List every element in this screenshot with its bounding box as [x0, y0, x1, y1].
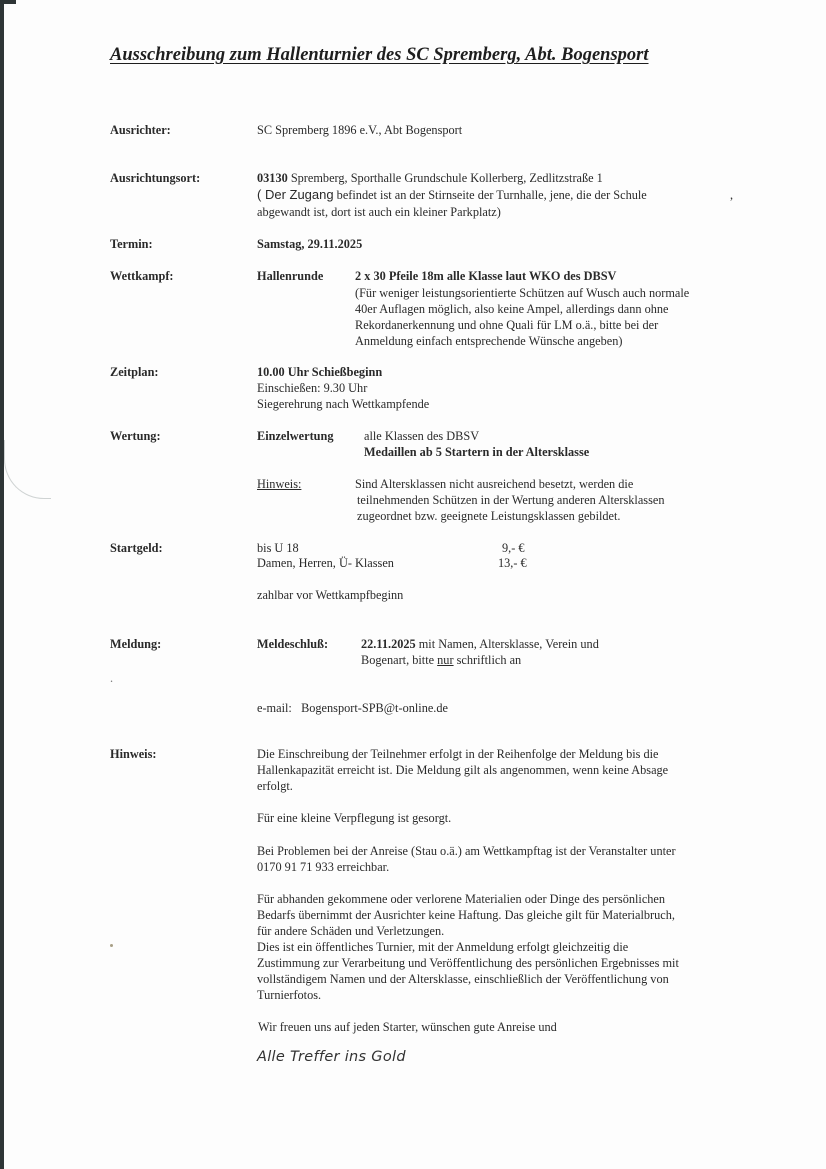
wertung-hinweis-label: Hinweis:: [257, 477, 302, 491]
scan-speck: [110, 944, 113, 947]
value-termin: Samstag, 29.11.2025: [257, 237, 363, 251]
label-termin: Termin:: [110, 237, 153, 251]
wettkampf-note: 40er Auflagen möglich, also keine Ampel, allerdings dann ohne: [355, 302, 669, 316]
closing-line: Wir freuen uns auf jeden Starter, wünschen gute Anreise und: [258, 1020, 557, 1034]
hinweis-p4-line: für andere Schäden und Verletzungen.: [257, 924, 445, 938]
stray-dot: .: [110, 671, 114, 685]
scan-artifact: [4, 440, 51, 499]
wertung-classes: alle Klassen des DBSV: [364, 429, 480, 443]
hinweis-p4-line: Bedarfs übernimmt der Ausrichter keine Haftung. Das gleiche gilt für Materialbruch,: [257, 908, 675, 922]
email-address[interactable]: Bogensport-SPB@t-online.de: [301, 701, 448, 715]
label-ausrichter: Ausrichter:: [110, 123, 171, 137]
wettkampf-headline: 2 x 30 Pfeile 18m alle Klasse laut WKO des DBSV: [355, 269, 617, 283]
label-wettkampf: Wettkampf:: [110, 269, 174, 283]
ort-zugang: Der Zugang: [264, 187, 334, 202]
hinweis-p4-line: Für abhanden gekommene oder verlorene Materialien oder Dinge des persönlichen: [257, 892, 666, 906]
ort-line-2: ( Der Zugang befindet ist an der Stirnseite der Turnhalle, jene, die der Schule: [257, 187, 647, 202]
startgeld-payment: zahlbar vor Wettkampfbeginn: [257, 588, 404, 602]
zeitplan-start: 10.00 Uhr Schießbeginn: [257, 365, 383, 379]
meldung-nur: nur: [437, 653, 454, 667]
ort-plz: 03130: [257, 171, 288, 185]
hinweis-p1-line: Die Einschreibung der Teilnehmer erfolgt in der Reihenfolge der Meldung bis die: [257, 747, 659, 761]
wertung-type: Einzelwertung: [257, 429, 334, 443]
wertung-medals: Medaillen ab 5 Startern in der Altersklasse: [364, 445, 590, 459]
meldung-line-2: Bogenart, bitte nur schriftlich an: [361, 653, 522, 667]
meldung-deadline-label: Meldeschluß:: [257, 637, 329, 651]
ort-address: Spremberg, Sporthalle Grundschule Kollerberg, Zedlitzstraße 1: [287, 171, 603, 185]
scan-edge-top: [0, 0, 16, 4]
ort-line-1: [257, 170, 603, 187]
zeitplan-einschiessen: Einschießen: 9.30 Uhr: [257, 381, 368, 395]
label-ausrichtungsort: Ausrichtungsort:: [110, 171, 201, 185]
hinweis-p4-line: Zustimmung zur Verarbeitung und Veröffentlichung des persönlichen Ergebnisses mit: [257, 956, 679, 970]
scan-edge: [0, 0, 4, 1169]
label-startgeld: Startgeld:: [110, 541, 163, 555]
hinweis-p1-line: Hallenkapazität erreicht ist. Die Meldung gilt als angenommen, wenn keine Absage: [257, 763, 669, 777]
label-hinweis: Hinweis:: [110, 747, 157, 761]
hinweis-p1-line: erfolgt.: [257, 779, 293, 793]
wertung-hinweis-line: Sind Altersklassen nicht ausreichend besetzt, werden die: [355, 477, 634, 491]
signature-text: Alle Treffer ins Gold: [257, 1049, 406, 1065]
label-zeitplan: Zeitplan:: [110, 365, 159, 379]
hinweis-p4-line: Turnierfotos.: [257, 988, 322, 1002]
hinweis-p3-line: 0170 91 71 933 erreichbar.: [257, 860, 390, 874]
startgeld-price: 13,- €: [498, 556, 527, 570]
value-ausrichter: SC Spremberg 1896 e.V., Abt Bogensport: [257, 123, 463, 137]
wettkampf-note: Rekordanerkennung und ohne Quali für LM o.ä., bitte bei der: [355, 318, 659, 332]
meldung-deadline-date: 22.11.2025: [361, 637, 416, 651]
hinweis-p2: Für eine kleine Verpflegung ist gesorgt.: [257, 811, 452, 825]
zeitplan-siegerehrung: Siegerehrung nach Wettkampfende: [257, 397, 430, 411]
wertung-hinweis-line: zugeordnet bzw. geeignete Leistungsklassen gebildet.: [357, 509, 621, 523]
startgeld-group: bis U 18: [257, 541, 299, 555]
wettkampf-note: Anmeldung einfach entsprechende Wünsche angeben): [355, 334, 623, 348]
startgeld-price: 9,- €: [502, 541, 525, 555]
meldung-email-line: [257, 700, 448, 717]
wettkampf-note: (Für weniger leistungsorientierte Schützen auf Wusch auch normale: [355, 286, 690, 300]
label-wertung: Wertung:: [110, 429, 161, 443]
ort-line-3: abgewandt ist, dort ist auch ein kleiner Parkplatz): [257, 205, 501, 219]
email-label: e-mail:: [257, 701, 292, 715]
hinweis-p4-line: Dies ist ein öffentliches Turnier, mit der Anmeldung erfolgt gleichzeitig die: [257, 940, 629, 954]
page-title: Ausschreibung zum Hallenturnier des SC Spremberg, Abt. Bogensport: [110, 45, 649, 65]
wertung-hinweis-line: teilnehmenden Schützen in der Wertung anderen Altersklassen: [357, 493, 665, 507]
meldung-deadline: 22.11.2025 mit Namen, Altersklasse, Verein und: [361, 637, 599, 651]
hinweis-p4-line: vollständigem Namen und der Altersklasse, einschließlich der Veröffentlichung von: [257, 972, 669, 986]
wettkampf-type: Hallenrunde: [257, 269, 324, 283]
startgeld-group: Damen, Herren, Ü- Klassen: [257, 556, 394, 570]
label-meldung: Meldung:: [110, 637, 162, 651]
ort-stray-comma: ,: [730, 188, 734, 202]
hinweis-p3-line: Bei Problemen bei der Anreise (Stau o.ä.) am Wettkampftag ist der Veranstalter unter: [257, 844, 676, 858]
